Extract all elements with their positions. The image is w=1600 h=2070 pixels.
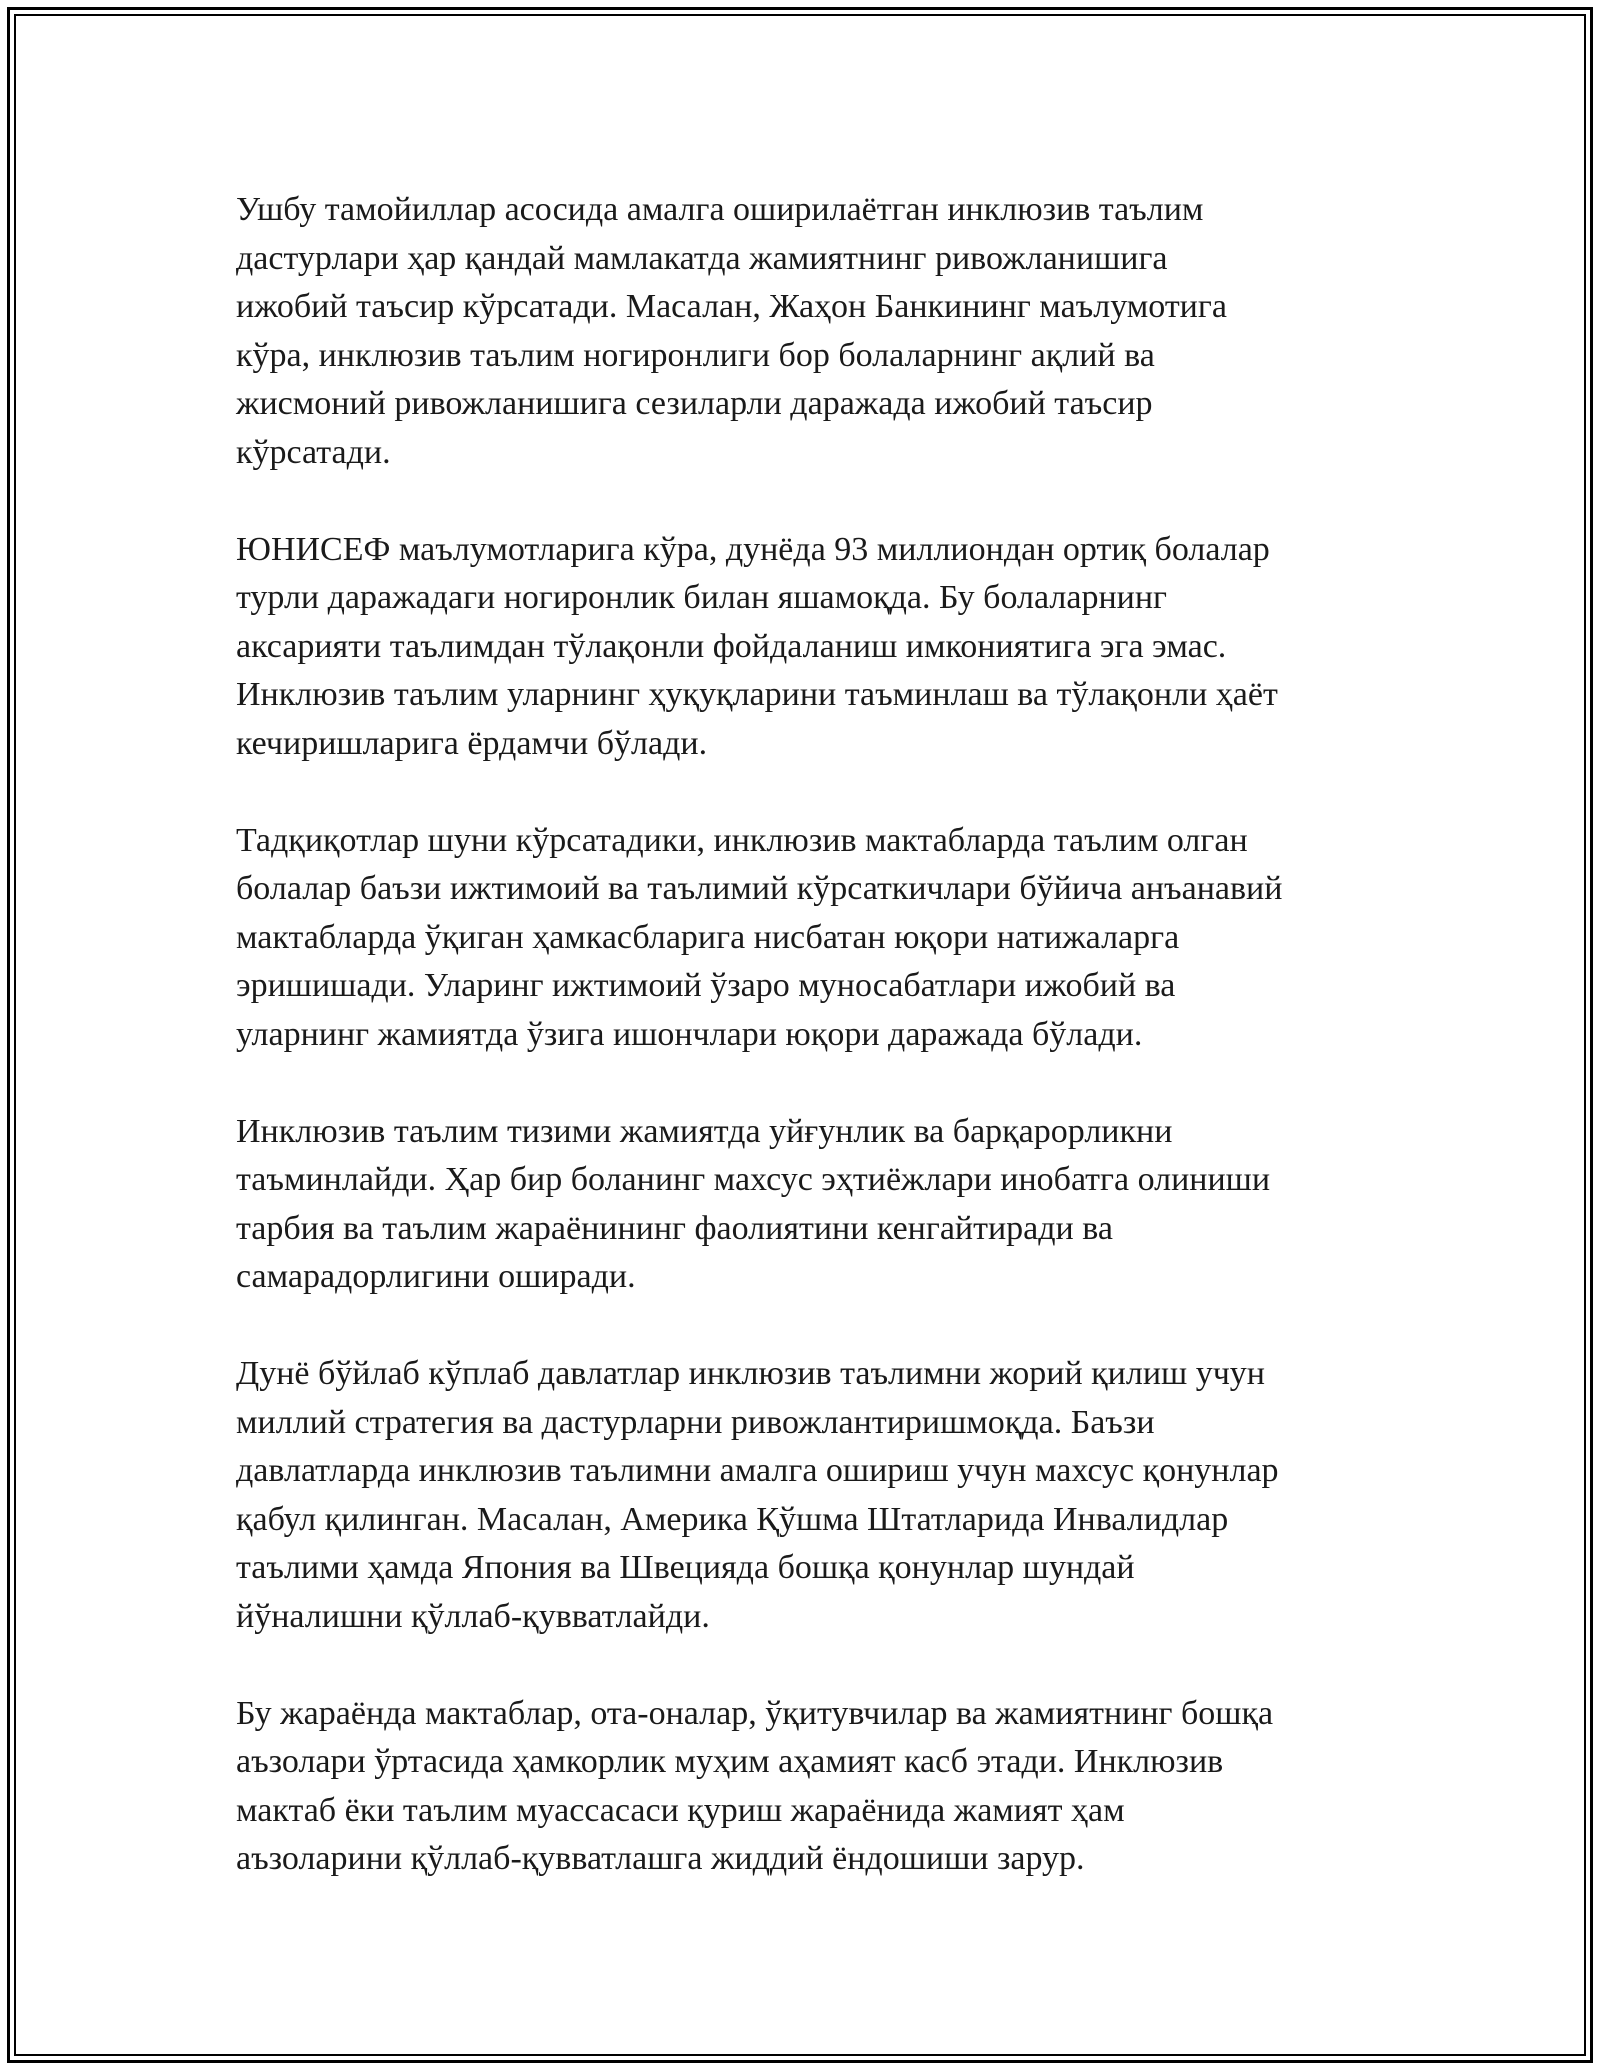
- paragraph-4: Инклюзив таълим тизими жамиятда уйғунлик ва барқарорликни таъминлайди. Ҳар бир боланинг махсус эҳтиёжлари инобатга олиниши тарбия ва таълим жараёнининг фаолиятини кенгайтиради ва самарадорлигини оширади.: [236, 1112, 1271, 1295]
- paragraph-5: Дунё бўйлаб кўплаб давлатлар инклюзив таълимни жорий қилиш учун миллий стратегия ва дастурларни ривожлантиришмоқда. Баъзи давлатларда инклюзив таълимни амалга ошириш учун махсус қонунлар қабул қилинган. Масалан, Америка Қўшма Штатларида Инвалидлар таълими ҳамда Япония ва Швецияда бошқа қонунлар шундай йўналишни қўллаб-қувватлайди.: [236, 1355, 1279, 1635]
- paragraph-1: Ушбу тамойиллар асосида амалга оширилаётган инклюзив таълим дастурлари ҳар қандай мамлакатда жамиятнинг ривожланишига ижобий таъсир кўрсатади. Масалан, Жаҳон Банкининг маълумотига кўра, инклюзив таълим ногиронлиги бор болаларнинг ақлий ва жисмоний ривожланишига сезиларли даражада ижобий таъсир кўрсатади.: [236, 191, 1227, 471]
- paragraph-6: Бу жараёнда мактаблар, ота-оналар, ўқитувчилар ва жамиятнинг бошқа аъзолари ўртасида ҳамкорлик муҳим аҳамият касб этади. Инклюзив мактаб ёки таълим муассасаси қуриш жараёнида жамият ҳам аъзоларини қўллаб-қувватлашга жиддий ёндошиши зарур.: [236, 1694, 1274, 1877]
- document-body: [236, 186, 1376, 1932]
- paragraph-3: Тадқиқотлар шуни кўрсатадики, инклюзив мактабларда таълим олган болалар баъзи ижтимоий ва таълимий кўрсаткичлари бўйича анъанавий мактабларда ўқиган ҳамкасбларига нисбатан юқори натижаларга эришишади. Уларинг ижтимоий ўзаро муносабатлари ижобий ва уларнинг жамиятда ўзига ишончлари юқори даражада бўлади.: [236, 821, 1283, 1053]
- paragraph-2: ЮНИСЕФ маълумотларига кўра, дунёда 93 миллиондан ортиқ болалар турли даражадаги ногиронлик билан яшамоқда. Бу болаларнинг аксарияти таълимдан тўлақонли фойдаланиш имкониятига эга эмас. Инклюзив таълим уларнинг ҳуқуқларини таъминлаш ва тўлақонли ҳаёт кечиришларига ёрдамчи бўлади.: [236, 530, 1278, 762]
